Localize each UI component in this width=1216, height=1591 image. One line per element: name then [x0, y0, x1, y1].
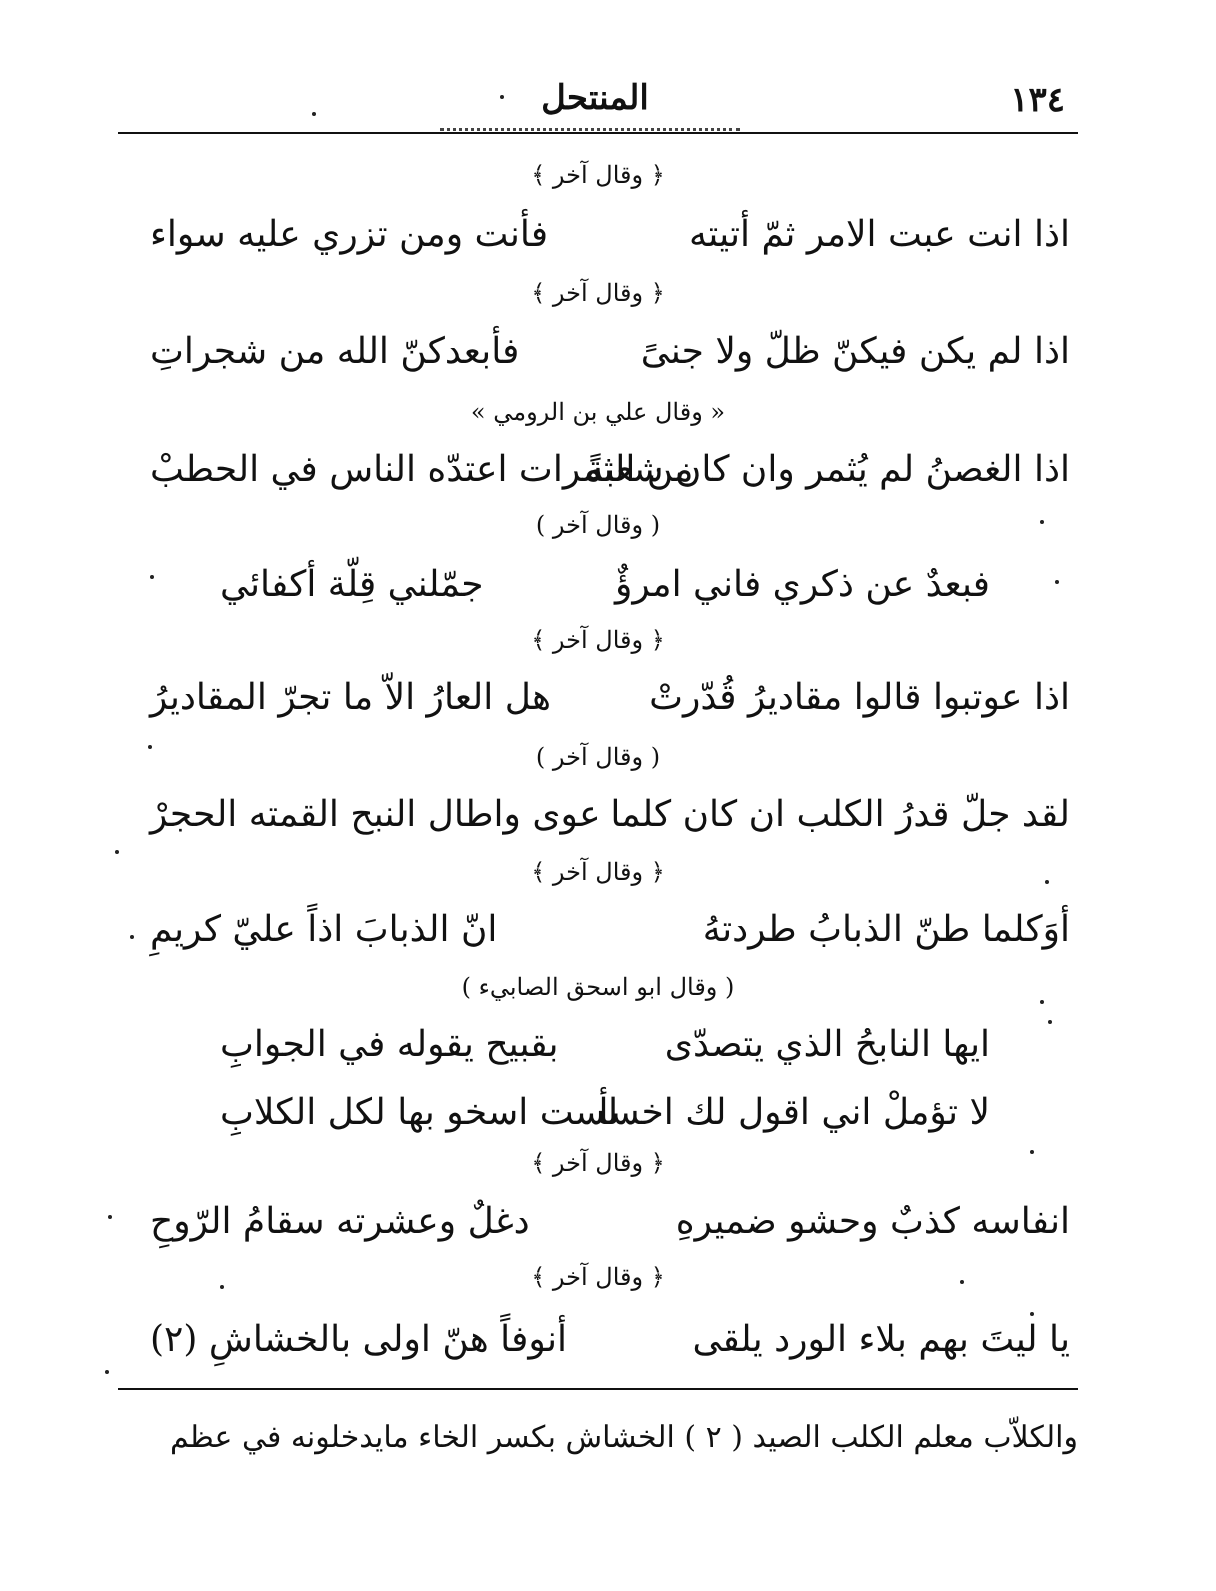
section-heading: ﴿ وقال آخر ﴾ — [531, 1149, 665, 1177]
section-heading: ﴿ وقال آخر ﴾ — [531, 279, 665, 307]
running-title: المنتحل — [541, 78, 649, 118]
verse-first-hemistich: أوَكلما طنّ الذبابُ طردتهُ — [702, 909, 1070, 950]
page-number: ١٣٤ — [1010, 80, 1065, 120]
footnote-rule — [118, 1388, 1078, 1390]
scan-speck — [312, 112, 316, 116]
section-heading: « وقال علي بن الرومي » — [470, 398, 726, 426]
verse-second-hemistich: لست اسخو بها لكل الكلابِ — [220, 1092, 619, 1133]
verse-first-hemistich: اذا انت عبت الامر ثمّ أتيته — [688, 214, 1070, 255]
verse-line — [150, 785, 1070, 845]
verse-first-hemistich: اذا الغصنُ لم يُثمر وان كان شعبةً — [585, 449, 1070, 490]
scan-speck — [1030, 1150, 1034, 1154]
scan-speck — [1045, 880, 1049, 884]
verse-second-hemistich: فأبعدكنّ الله من شجراتِ — [150, 331, 520, 372]
verse-line — [220, 555, 990, 615]
scan-speck — [1048, 1020, 1052, 1024]
section-heading: ﴿ وقال آخر ﴾ — [531, 1263, 665, 1291]
verse-second-hemistich: فأنت ومن تزري عليه سواء — [150, 214, 549, 255]
header-rule — [118, 132, 1078, 134]
verse-second-hemistich: بقبيح يقوله في الجوابِ — [220, 1024, 559, 1065]
scan-speck — [115, 850, 119, 854]
verse-second-hemistich: من الثمرات اعتدّه الناس في الحطبْ — [150, 449, 694, 490]
verse-second-hemistich: جمّلني قِلّة أكفائي — [220, 564, 484, 605]
verse-line — [220, 1083, 990, 1143]
scan-speck — [148, 745, 152, 749]
scan-speck — [108, 1215, 112, 1219]
verse-line — [150, 668, 1070, 728]
verse-line — [150, 900, 1070, 960]
verse-second-hemistich: دغلٌ وعشرته سقامُ الرّوحِ — [150, 1201, 530, 1242]
verse-first-hemistich: فبعدٌ عن ذكري فاني امرؤٌ — [615, 564, 990, 605]
scan-speck — [960, 1280, 964, 1284]
verse-second-hemistich: انّ الذبابَ اذاً عليّ كريمِ — [150, 909, 498, 950]
scan-speck — [1040, 1000, 1044, 1004]
section-heading: ﴿ وقال آخر ﴾ — [531, 626, 665, 654]
footnote: والكلاّب معلم الكلب الصيد ( ٢ ) الخشاش بكسر الخاء مايدخلونه في عظم — [169, 1420, 1078, 1455]
verse-first-hemistich: لقد جلّ قدرُ الكلب ان كان كلما — [610, 794, 1070, 835]
verse-second-hemistich: أنوفاً هنّ اولى بالخشاشِ (٢) — [150, 1319, 567, 1360]
verse-second-hemistich: هل العارُ الاّ ما تجرّ المقاديرُ — [150, 677, 551, 718]
scan-speck — [1040, 520, 1044, 524]
section-heading: ( وقال آخر ) — [535, 511, 661, 539]
scan-speck — [1030, 1312, 1034, 1316]
verse-line — [150, 322, 1070, 382]
section-heading: ( وقال آخر ) — [535, 743, 661, 771]
section-heading: ( وقال ابو اسحق الصابيء ) — [461, 973, 735, 1001]
verse-first-hemistich: اذا عوتبوا قالوا مقاديرُ قُدّرتْ — [649, 677, 1070, 718]
verse-second-hemistich: عوى واطال النبح القمته الحجرْ — [150, 794, 601, 835]
verse-first-hemistich: انفاسه كذبٌ وحشو ضميرهِ — [675, 1201, 1070, 1242]
header-dotted-rule — [440, 128, 740, 131]
scan-speck — [105, 1370, 109, 1374]
scan-speck — [130, 935, 134, 939]
verse-first-hemistich: ايها النابحُ الذي يتصدّى — [664, 1024, 990, 1065]
verse-first-hemistich: يا ليتَ بهم بلاء الورد يلقى — [692, 1319, 1070, 1360]
page-header — [115, 78, 1075, 128]
verse-line — [220, 1015, 990, 1075]
section-heading: ﴿ وقال آخر ﴾ — [531, 858, 665, 886]
scan-speck — [1055, 580, 1059, 584]
verse-line — [150, 205, 1070, 265]
verse-line — [150, 440, 1070, 500]
scan-speck — [500, 95, 504, 99]
verse-line — [150, 1192, 1070, 1252]
scan-speck — [150, 575, 154, 579]
verse-first-hemistich: اذا لم يكن فيكنّ ظلّ ولا جنىً — [640, 331, 1070, 372]
verse-line — [150, 1310, 1070, 1370]
section-heading: ﴿ وقال آخر ﴾ — [531, 161, 665, 189]
verse-first-hemistich: لا تؤملْ اني اقول لك اخسأ — [598, 1092, 990, 1133]
scan-speck — [220, 1285, 224, 1289]
